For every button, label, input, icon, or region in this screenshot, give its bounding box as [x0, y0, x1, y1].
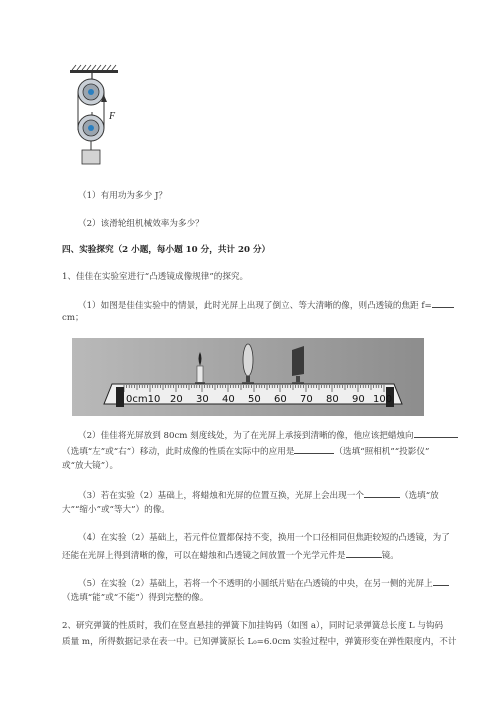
p1-sub4-line1: （4）在实验（2）基础上，若元件位置都保持不变，换用一个口径相同但焦距较短的凸透镜，为了 [78, 533, 450, 543]
ruler [104, 384, 402, 407]
ruler-label: 0cm10 [126, 394, 161, 405]
weight-block [82, 150, 100, 164]
ruler-label: 20 [170, 394, 183, 405]
p1-sub1-text: （1）如图是佳佳实验中的情景，此时光屏上出现了倒立、等大清晰的像，则凸透镜的焦距 f= [78, 298, 454, 312]
section-heading: 四、实验探究（2 小题，每小题 10 分，共计 20 分） [62, 245, 271, 255]
p1-sub5-line2: （选填“能”或“不能”）得到完整的像。 [62, 593, 209, 603]
ruler-label: 60 [274, 394, 287, 405]
p1-sub2-line3: 或“放大镜”）。 [62, 461, 119, 471]
p1-sub2-line2: （选填“左”或“右”）移动，此时成像的性质在实际中的应用是 （选填“照相机”“投影仪” [62, 444, 429, 458]
p1-sub3-line2: 大”“缩小”或“等大”）的像。 [62, 505, 170, 515]
ruler-label: 40 [222, 394, 235, 405]
answer-blank-optical-element[interactable] [346, 548, 382, 558]
p1-sub1-unit: cm； [62, 313, 84, 323]
question-2: （2）该滑轮组机械效率为多少？ [78, 219, 204, 229]
problem-2-line2: 质量 m，所得数据记录在表一中。已知弹簧原长 L₀=6.0cm 实验过程中，弹簧形变在弹性限度内，不计 [62, 637, 457, 647]
optical-bench-photo [72, 338, 424, 416]
problem-1-intro: 1、佳佳在实验室进行“凸透镜成像规律”的探究。 [62, 272, 249, 282]
ruler-label: 30 [196, 394, 209, 405]
ruler-label: 90 [352, 394, 365, 405]
p1-sub2-line1: （2）佳佳将光屏放到 80cm 刻度线处，为了在光屏上承接到清晰的像，他应该把蜡烛向 [78, 428, 458, 442]
answer-blank-complete-image[interactable] [433, 576, 449, 586]
question-1: （1）有用功为多少 J？ [78, 191, 167, 201]
answer-blank-focal[interactable] [432, 298, 454, 308]
ruler-label: 100 [373, 394, 393, 405]
p1-sub3-line1: （3）若在实验（2）基础上，将蜡烛和光屏的位置互换，光屏上会出现一个 （选填“放 [78, 488, 439, 502]
ceiling-hatch [72, 65, 116, 70]
ceiling-bar [70, 70, 118, 73]
pulley-system-figure [68, 62, 128, 172]
p1-sub4-line2: 还能在光屏上得到清晰的像，可以在蜡烛和凸透镜之间放置一个光学元件是 镜。 [62, 548, 399, 562]
ruler-label: 80 [326, 394, 339, 405]
problem-2-line1: 2、研究弹簧的性质时，我们在竖直悬挂的弹簧下加挂钩码（如图 a），同时记录弹簧总长度 L 与钩码 [62, 621, 444, 631]
answer-blank-application[interactable] [294, 444, 334, 454]
answer-blank-direction[interactable] [414, 428, 458, 438]
ruler-label: 70 [300, 394, 313, 405]
force-label: F [109, 111, 116, 122]
ruler-label: 50 [248, 394, 261, 405]
p1-sub5-line1: （5）在实验（2）基础上，若将一个不透明的小圆纸片贴在凸透镜的中央，在另一侧的光屏上 [78, 576, 449, 590]
answer-blank-image-size[interactable] [364, 488, 400, 498]
